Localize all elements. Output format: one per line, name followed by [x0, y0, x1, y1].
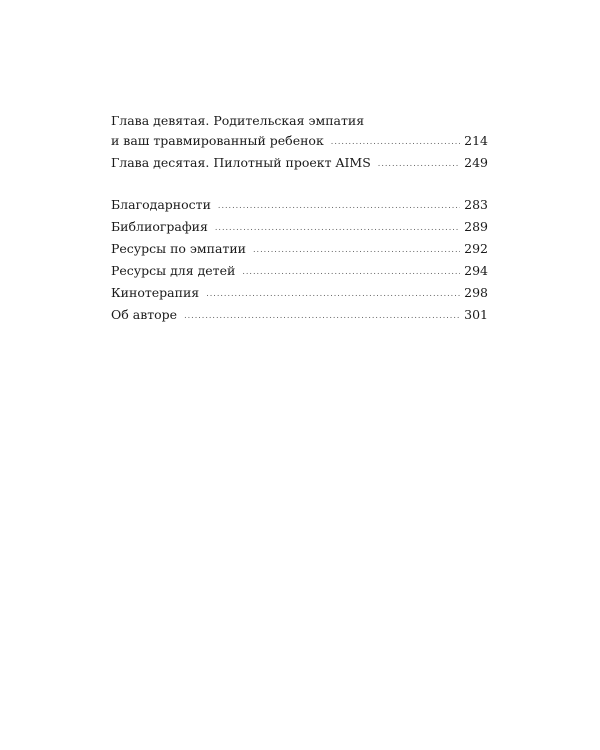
toc-entry-chapter-10[interactable]	[111, 153, 488, 175]
toc-entry-title: Ресурсы для детей	[111, 263, 236, 278]
dot-leader	[184, 306, 460, 326]
toc-entry-title: Кинотерапия	[111, 285, 200, 300]
dot-leader	[215, 218, 460, 238]
dot-leader	[218, 196, 460, 216]
dot-leader	[378, 154, 460, 174]
dot-leader	[242, 262, 460, 282]
dot-leader	[331, 132, 460, 152]
toc-entry-about-author[interactable]	[111, 305, 488, 327]
toc-page-number: 301	[464, 307, 488, 322]
toc-entry-film-therapy[interactable]	[111, 283, 488, 305]
toc-entry-empathy-resources[interactable]	[111, 239, 488, 261]
toc-entry-acknowledgements[interactable]	[111, 195, 488, 217]
toc-page-number: 292	[464, 241, 488, 256]
toc-entry-title: Благодарности	[111, 197, 211, 212]
toc-entry-title: Глава десятая. Пилотный проект AIMS	[111, 155, 371, 170]
toc-entry-chapter-9[interactable]	[111, 111, 488, 153]
toc-page-number: 283	[464, 197, 488, 212]
toc-entry-bibliography[interactable]	[111, 217, 488, 239]
section-spacer	[111, 175, 488, 195]
toc-page-number: 289	[464, 219, 488, 234]
toc-entry-children-resources[interactable]	[111, 261, 488, 283]
toc-page-number: 294	[464, 263, 488, 278]
toc-page-number: 249	[464, 155, 488, 170]
toc-entry-title: Об авторе	[111, 307, 178, 322]
toc-entry-title: и ваш травмированный ребенок	[111, 133, 324, 148]
toc-entry-title: Библиография	[111, 219, 208, 234]
toc-entry-title: Ресурсы по эмпатии	[111, 241, 247, 256]
dot-leader	[206, 284, 460, 304]
toc-page-number: 214	[464, 133, 488, 148]
dot-leader	[253, 240, 460, 260]
toc-entry-title-line1: Глава девятая. Родительская эмпатия	[111, 113, 365, 128]
toc-page-number: 298	[464, 285, 488, 300]
table-of-contents	[111, 111, 488, 327]
